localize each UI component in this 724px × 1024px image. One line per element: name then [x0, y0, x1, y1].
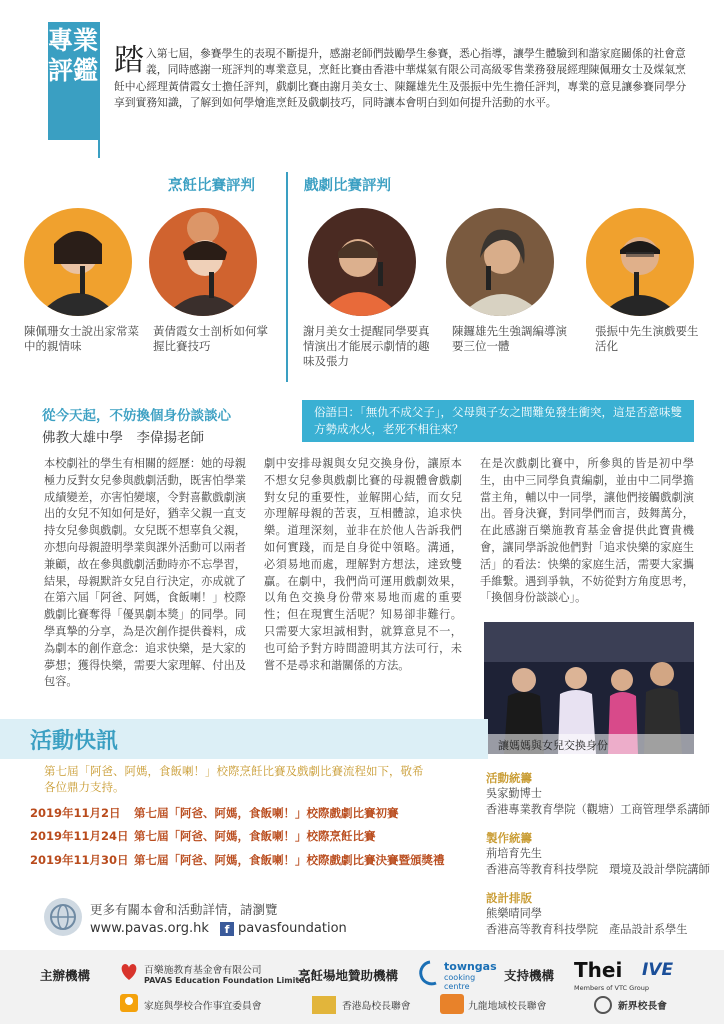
drama-judges-heading: 戲劇比賽評判 [304, 178, 391, 194]
website-link[interactable]: www.pavas.org.hk [90, 921, 209, 936]
event-photo [484, 622, 694, 754]
article-column-2: 劇中安排母親與女兒交換身份，讓原本不想女兒參與戲劇比賽的母親體會戲劇對女兒的重要性，並解開心結，而女兒亦理解母親的苦衷，互相體諒，追求快樂。道理深刻，並非在於他人告訴我們如何實踐，而是自身從中領略。溝通，必須易地而處，理解對方想法，達致雙贏。在劇中，我們尚可運用戲劇效果，以角色交換身份帶來易地而處的重要性；但在現實生活呢？知易卻非難行。只需要大家坦誠相對，就算意見不一，也可給予對方時間證明其方法可行，未嘗不是尋求和諧關係的方法。 [264, 457, 462, 672]
schedule-row [30, 852, 445, 868]
article-column-1: 本校劇社的學生有相關的經歷：她的母親極力反對女兒參與戲劇活動，既害怕學業成績變差，亦害怕變壞，令對喜歡戲劇演出的女兒不知如何是好，猶幸父親一直支持女兒參與戲劇。女兒既不想辜負父親，亦想向母親證明學業與課外活動可以兩者兼顧，故在參與戲劇活動時亦不忘學習，結果，母親默許女兒自行決定，亦成就了在第六屆「阿爸、阿媽，食飯喇！」校際戲劇比賽奪得「優異劇本獎」的同學。同學真摯的分享，為是次創作提供養料，成為劇本的創作意念：追求快樂，是大家的夢想；獲得快樂，需要大家理解、付出及包容。 [44, 457, 246, 689]
article-byline: 佛教大雄中學 李偉揚老師 [42, 430, 204, 446]
judge-caption-3: 謝月美女士提醒同學要真情演出才能展示劇情的趣味及張力 [303, 324, 430, 368]
credit-block [486, 890, 716, 938]
quote-box: 俗語曰：「無仇不成父子」，父母與子女之間難免發生衝突，這是否意味雙方勢成水火，老死不相往來？ [302, 400, 694, 442]
schedule-event: 第七屆「阿爸、阿媽，食飯喇！」校際戲劇比賽決賽暨頒獎禮 [134, 853, 445, 867]
hk-schools-logo [312, 996, 336, 1014]
newterr-name: 新界校長會 [618, 1001, 667, 1012]
cphsa-logo-icon [118, 992, 140, 1014]
organizer-name-2: 家庭與學校合作事宜委員會 [144, 1001, 262, 1012]
section-title: 專業評鑑 [48, 22, 98, 140]
credit-heading: 活動統籌 [486, 771, 532, 785]
article-heading: 從今天起，不妨換個身份談談心 [42, 408, 231, 424]
hk-schools-name: 香港島校長聯會 [342, 1001, 411, 1012]
judge-photo-1 [24, 208, 132, 316]
facebook-icon[interactable]: f [220, 922, 234, 936]
article-column-3: 在是次戲劇比賽中，所參與的皆是初中學生，由中三同學負責編劇，並由中二同學擔當主角，輔以中一同學，讓他們接觸戲劇演出。晉身決賽，對同學們而言，鼓舞萬分，在此感謝百樂施教育基金會提供此寶貴機會，讓同學訴說他們對「追求快樂的家庭生活」的看法：快樂的家庭生活，需要大家攜手維繫。遇到爭執，不妨從對方角度思考，「換個身份談談心」。 [480, 457, 694, 605]
schedule-row [30, 828, 376, 844]
vtc-member-text: Members of VTC Group [574, 984, 649, 992]
judge-caption-5: 張振中先生演戲要生活化 [595, 324, 699, 353]
intro-paragraph [114, 43, 692, 112]
judges-divider [286, 172, 288, 382]
schedule-date: 2019年11月24日 [30, 829, 129, 843]
credit-name: 熊樂晴同學 [486, 907, 542, 920]
credit-name: 吳家勤博士 [486, 787, 542, 800]
activity-intro: 第七屆「阿爸、阿媽，食飯喇！」校際烹飪比賽及戲劇比賽流程如下，敬希各位鼎力支持。 [44, 764, 424, 794]
newterr-logo [594, 996, 612, 1014]
organizer-label: 主辦機構 [40, 968, 91, 983]
venue-sponsor-label: 烹飪場地贊助機構 [298, 968, 399, 983]
schedule-event: 第七屆「阿爸、阿媽，食飯喇！」校際戲劇比賽初賽 [134, 806, 399, 820]
pavas-logo-icon [118, 960, 140, 982]
judge-caption-1: 陳佩珊女士說出家常菜中的親情味 [24, 324, 139, 353]
schedule-date: 2019年11月30日 [30, 853, 129, 867]
schedule-date: 2019年11月2日 [30, 806, 121, 820]
schedule-event: 第七屆「阿爸、阿媽，食飯喇！」校際烹飪比賽 [134, 829, 376, 843]
credit-block [486, 830, 716, 878]
organizer-name-en: PAVAS Education Foundation Limited [144, 976, 311, 985]
judge-photo-5 [586, 208, 694, 316]
credit-block [486, 770, 716, 818]
judge-photo-4 [446, 208, 554, 316]
judge-photo-3 [308, 208, 416, 316]
event-photo-caption: 讓媽媽與女兒交換身份 [498, 739, 608, 752]
activity-title: 活動快訊 [30, 729, 119, 754]
towngas-logo [418, 958, 498, 991]
title-rule [98, 22, 100, 158]
credit-heading: 設計排版 [486, 891, 532, 905]
facebook-link[interactable]: pavasfoundation [238, 921, 347, 936]
kln-logo [440, 994, 464, 1014]
intro-text: 入第七屆，參賽學生的表現不斷提升，感謝老師們鼓勵學生參賽，悉心指導，讓學生體驗到和諧家庭關係的社會意義，同時感謝一班評判的專業意見，烹飪比賽由香港中華煤氣有限公司高級零售業務發展經理陳佩珊女士及煤氣烹飪中心經理黃倩霞女士擔任評判，戲劇比賽由謝月美女士、陳鑼雄先生及張振中先生擔任評判，專業的意見讓參賽同學分享到實務知識，了解到如何學燴進烹飪及戲劇技巧，同時讓本會明白到如何提升活動的水平。 [114, 47, 687, 110]
credit-heading: 製作統籌 [486, 831, 532, 845]
credit-org: 香港高等教育科技學院 環境及設計學院講師 [486, 863, 710, 876]
judge-photo-2 [149, 208, 257, 316]
organizer-name-cn: 百樂施教育基金會有限公司 [144, 965, 262, 976]
kln-name: 九龍地域校長聯會 [468, 1001, 547, 1012]
credit-name: 荊培育先生 [486, 847, 542, 860]
thei-logo: Thei [574, 958, 623, 982]
judge-caption-4: 陳鑼雄先生強調編導演要三位一體 [452, 324, 567, 353]
schedule-row [30, 805, 399, 821]
towngas-word: towngas [444, 960, 497, 973]
drop-cap: 踏 [114, 43, 144, 78]
ive-logo: IVE [642, 960, 674, 980]
more-info-text: 更多有關本會和活動詳情，請瀏覽 [90, 902, 278, 917]
credit-org: 香港專業教育學院（觀塘）工商管理學系講師 [486, 803, 710, 816]
judge-caption-2: 黃倩霞女士剖析如何掌握比賽技巧 [153, 324, 268, 353]
support-label: 支持機構 [504, 968, 555, 983]
credit-org: 香港高等教育科技學院 產品設計系學生 [486, 923, 688, 936]
globe-icon [44, 898, 82, 936]
cooking-judges-heading: 烹飪比賽評判 [168, 178, 255, 194]
towngas-sub: cooking centre [444, 973, 476, 991]
